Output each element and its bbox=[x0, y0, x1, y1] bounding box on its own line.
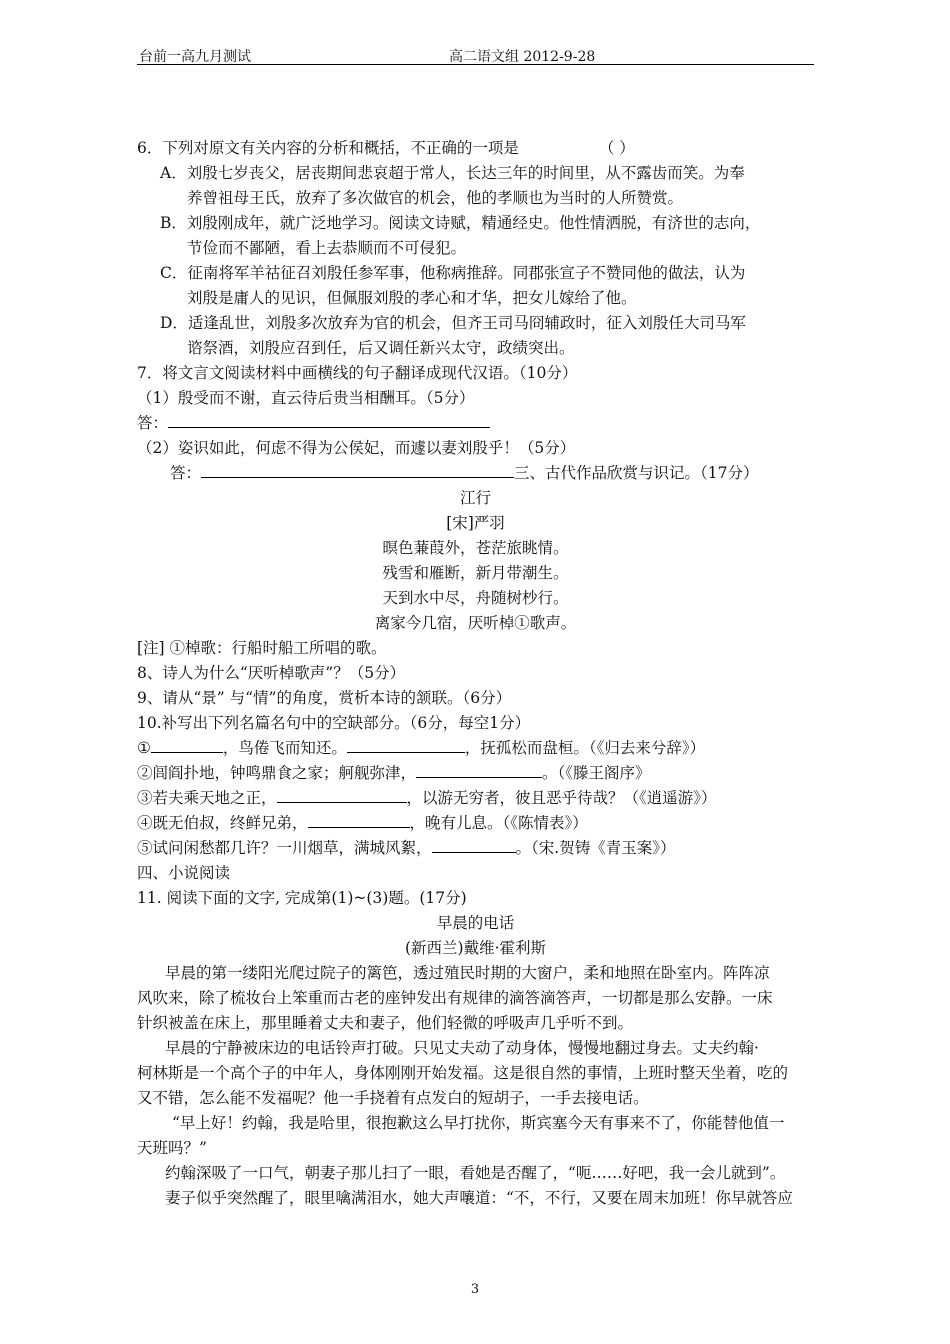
q9: 9、请从“景” 与“情”的角度，赏析本诗的颔联。（6分） bbox=[137, 689, 512, 707]
story-author: (新西兰)戴维·霍利斯 bbox=[404, 939, 547, 957]
q7-sentence-2: （2）姿识如此，何虑不得为公侯妃，而遽以妻刘殷乎！（5分） bbox=[137, 439, 576, 457]
story-paragraph-line: 针织被盖在床上，那里睡着丈夫和妻子，他们轻微的呼吸声几乎听不到。 bbox=[137, 1014, 634, 1032]
story-paragraph-line: 风吹来，除了梳妆台上笨重而古老的座钟发出有规律的滴答滴答声，一切都是那么安静。一床 bbox=[137, 989, 773, 1007]
story-paragraph-line: “早上好！约翰，我是哈里，很抱歉这么早打扰你，斯宾塞今天有事来不了，你能替他值一 bbox=[172, 1114, 785, 1132]
q7-stem: 7．将文言文阅读材料中画横线的句子翻译成现代汉语。（10分） bbox=[137, 364, 578, 382]
story-paragraph-line: 早晨的宁静被床边的电话铃声打破。只见丈夫动了动身体，慢慢地翻过身去。丈夫约翰· bbox=[165, 1039, 759, 1057]
section-4-heading: 四、小说阅读 bbox=[137, 864, 231, 882]
q6-option-b1: B．刘殷刚成年，就广泛地学习。阅读文诗赋，精通经史。他性情洒脱，有济世的志向， bbox=[160, 214, 761, 232]
poem-note: [注] ①棹歌：行船时船工所唱的歌。 bbox=[137, 639, 387, 657]
answer-blank[interactable] bbox=[201, 463, 514, 478]
fill-blank[interactable] bbox=[347, 738, 465, 753]
fill-blank[interactable] bbox=[277, 788, 407, 803]
poem-line: 残雪和雁断，新月带潮生。 bbox=[382, 564, 569, 582]
fill-blank[interactable] bbox=[151, 738, 223, 753]
q10-stem: 10.补写出下列名篇名句中的空缺部分。（6分，每空1分） bbox=[137, 714, 531, 732]
story-paragraph-line: 柯林斯是一个高个子的中年人，身体刚刚开始发福。这是很自然的事情，上班时整天坐着，吃的 bbox=[137, 1064, 789, 1082]
q7-answer-2: 答： 三、古代作品欣赏与识记。（17分） bbox=[170, 464, 759, 482]
story-title: 早晨的电话 bbox=[436, 914, 515, 932]
fill-blank[interactable] bbox=[432, 838, 516, 853]
q6-option-c2: 刘殷是庸人的见识，但佩服刘殷的孝心和才华，把女儿嫁给了他。 bbox=[187, 289, 637, 307]
header-right: 高二语文组 2012-9-28 bbox=[449, 49, 596, 65]
fill-blank[interactable] bbox=[308, 813, 410, 828]
q6-option-c1: C．征南将军羊祜征召刘殷任参军事，他称病推辞。同郡张宣子不赞同他的做法，认为 bbox=[160, 264, 746, 282]
poem-author: [宋]严羽 bbox=[446, 514, 505, 532]
q6-option-a2: 养曾祖母王氏，放弃了多次做官的机会，他的孝顺也为当时的人所赞赏。 bbox=[187, 189, 684, 207]
q10-item-2: ②闾阎扑地，钟鸣鼎食之家；舸舰弥津， 。（《滕王阁序》 bbox=[137, 764, 651, 782]
story-paragraph-line: 妻子似乎突然醒了，眼里噙满泪水，她大声嚷道：“不，不行，又要在周末加班！你早就答应 bbox=[165, 1189, 793, 1207]
q6-option-d2: 谘祭酒，刘殷应召到任，后又调任新兴太守，政绩突出。 bbox=[187, 339, 575, 357]
story-paragraph-line: 天班吗？” bbox=[137, 1139, 207, 1157]
page-number: 3 bbox=[470, 1282, 480, 1297]
q8: 8、诗人为什么“厌听棹歌声”？（5分） bbox=[137, 664, 406, 682]
header-left: 台前一高九月测试 bbox=[139, 49, 251, 65]
q11-stem: 11. 阅读下面的文字, 完成第(1)~(3)题。(17分) bbox=[137, 889, 467, 907]
story-paragraph-line: 又不错，怎么能不发福呢？他一手挠着有点发白的短胡子，一手去接电话。 bbox=[137, 1089, 649, 1107]
page-header bbox=[137, 44, 814, 65]
q10-item-1: ① ，鸟倦飞而知还。 ，抚孤松而盘桓。（《归去来兮辞》） bbox=[137, 739, 706, 757]
q10-item-3: ③若夫乘天地之正， ，以游无穷者，彼且恶乎待哉？（《逍遥游》） bbox=[137, 789, 717, 807]
poem-line: 天到水中尽，舟随树杪行。 bbox=[382, 589, 569, 607]
q10-item-4: ④既无伯叔，终鲜兄弟， ，晚有儿息。（《陈情表》） bbox=[137, 814, 588, 832]
section-3-heading: 三、古代作品欣赏与识记。（17分） bbox=[514, 464, 759, 482]
fill-blank[interactable] bbox=[416, 763, 542, 778]
q6-option-a1: A．刘殷七岁丧父，居丧期间悲哀超于常人，长达三年的时间里，从不露齿而笑。为奉 bbox=[160, 164, 745, 182]
poem-line: 暝色蒹葭外，苍茫旅眺情。 bbox=[382, 539, 569, 557]
answer-blank[interactable] bbox=[168, 413, 490, 428]
q7-sentence-1: （1）殷受而不谢，直云待后贵当相酬耳。（5分） bbox=[137, 389, 475, 407]
poem-title: 江行 bbox=[459, 489, 491, 507]
q6-stem: 6．下列对原文有关内容的分析和概括，不正确的一项是 （ ） bbox=[137, 139, 635, 157]
poem-line: 离家今几宿，厌听棹①歌声。 bbox=[374, 614, 577, 632]
q7-answer-1: 答： bbox=[137, 412, 490, 434]
story-paragraph-line: 约翰深吸了一口气，朝妻子那儿扫了一眼，看她是否醒了，“呃……好吧，我一会儿就到”。 bbox=[165, 1164, 786, 1182]
q6-option-d1: D．适逢乱世，刘殷多次放弃为官的机会，但齐王司马冏辅政时，征入刘殷任大司马军 bbox=[160, 314, 746, 332]
q10-item-5: ⑤试问闲愁都几许？一川烟草，满城风絮， 。（宋.贺铸《青玉案》） bbox=[137, 839, 676, 857]
q6-option-b2: 节俭而不鄙陋，看上去恭顺而不可侵犯。 bbox=[187, 239, 467, 257]
story-paragraph-line: 早晨的第一缕阳光爬过院子的篱笆，透过殖民时期的大窗户，柔和地照在卧室内。阵阵凉 bbox=[165, 964, 770, 982]
